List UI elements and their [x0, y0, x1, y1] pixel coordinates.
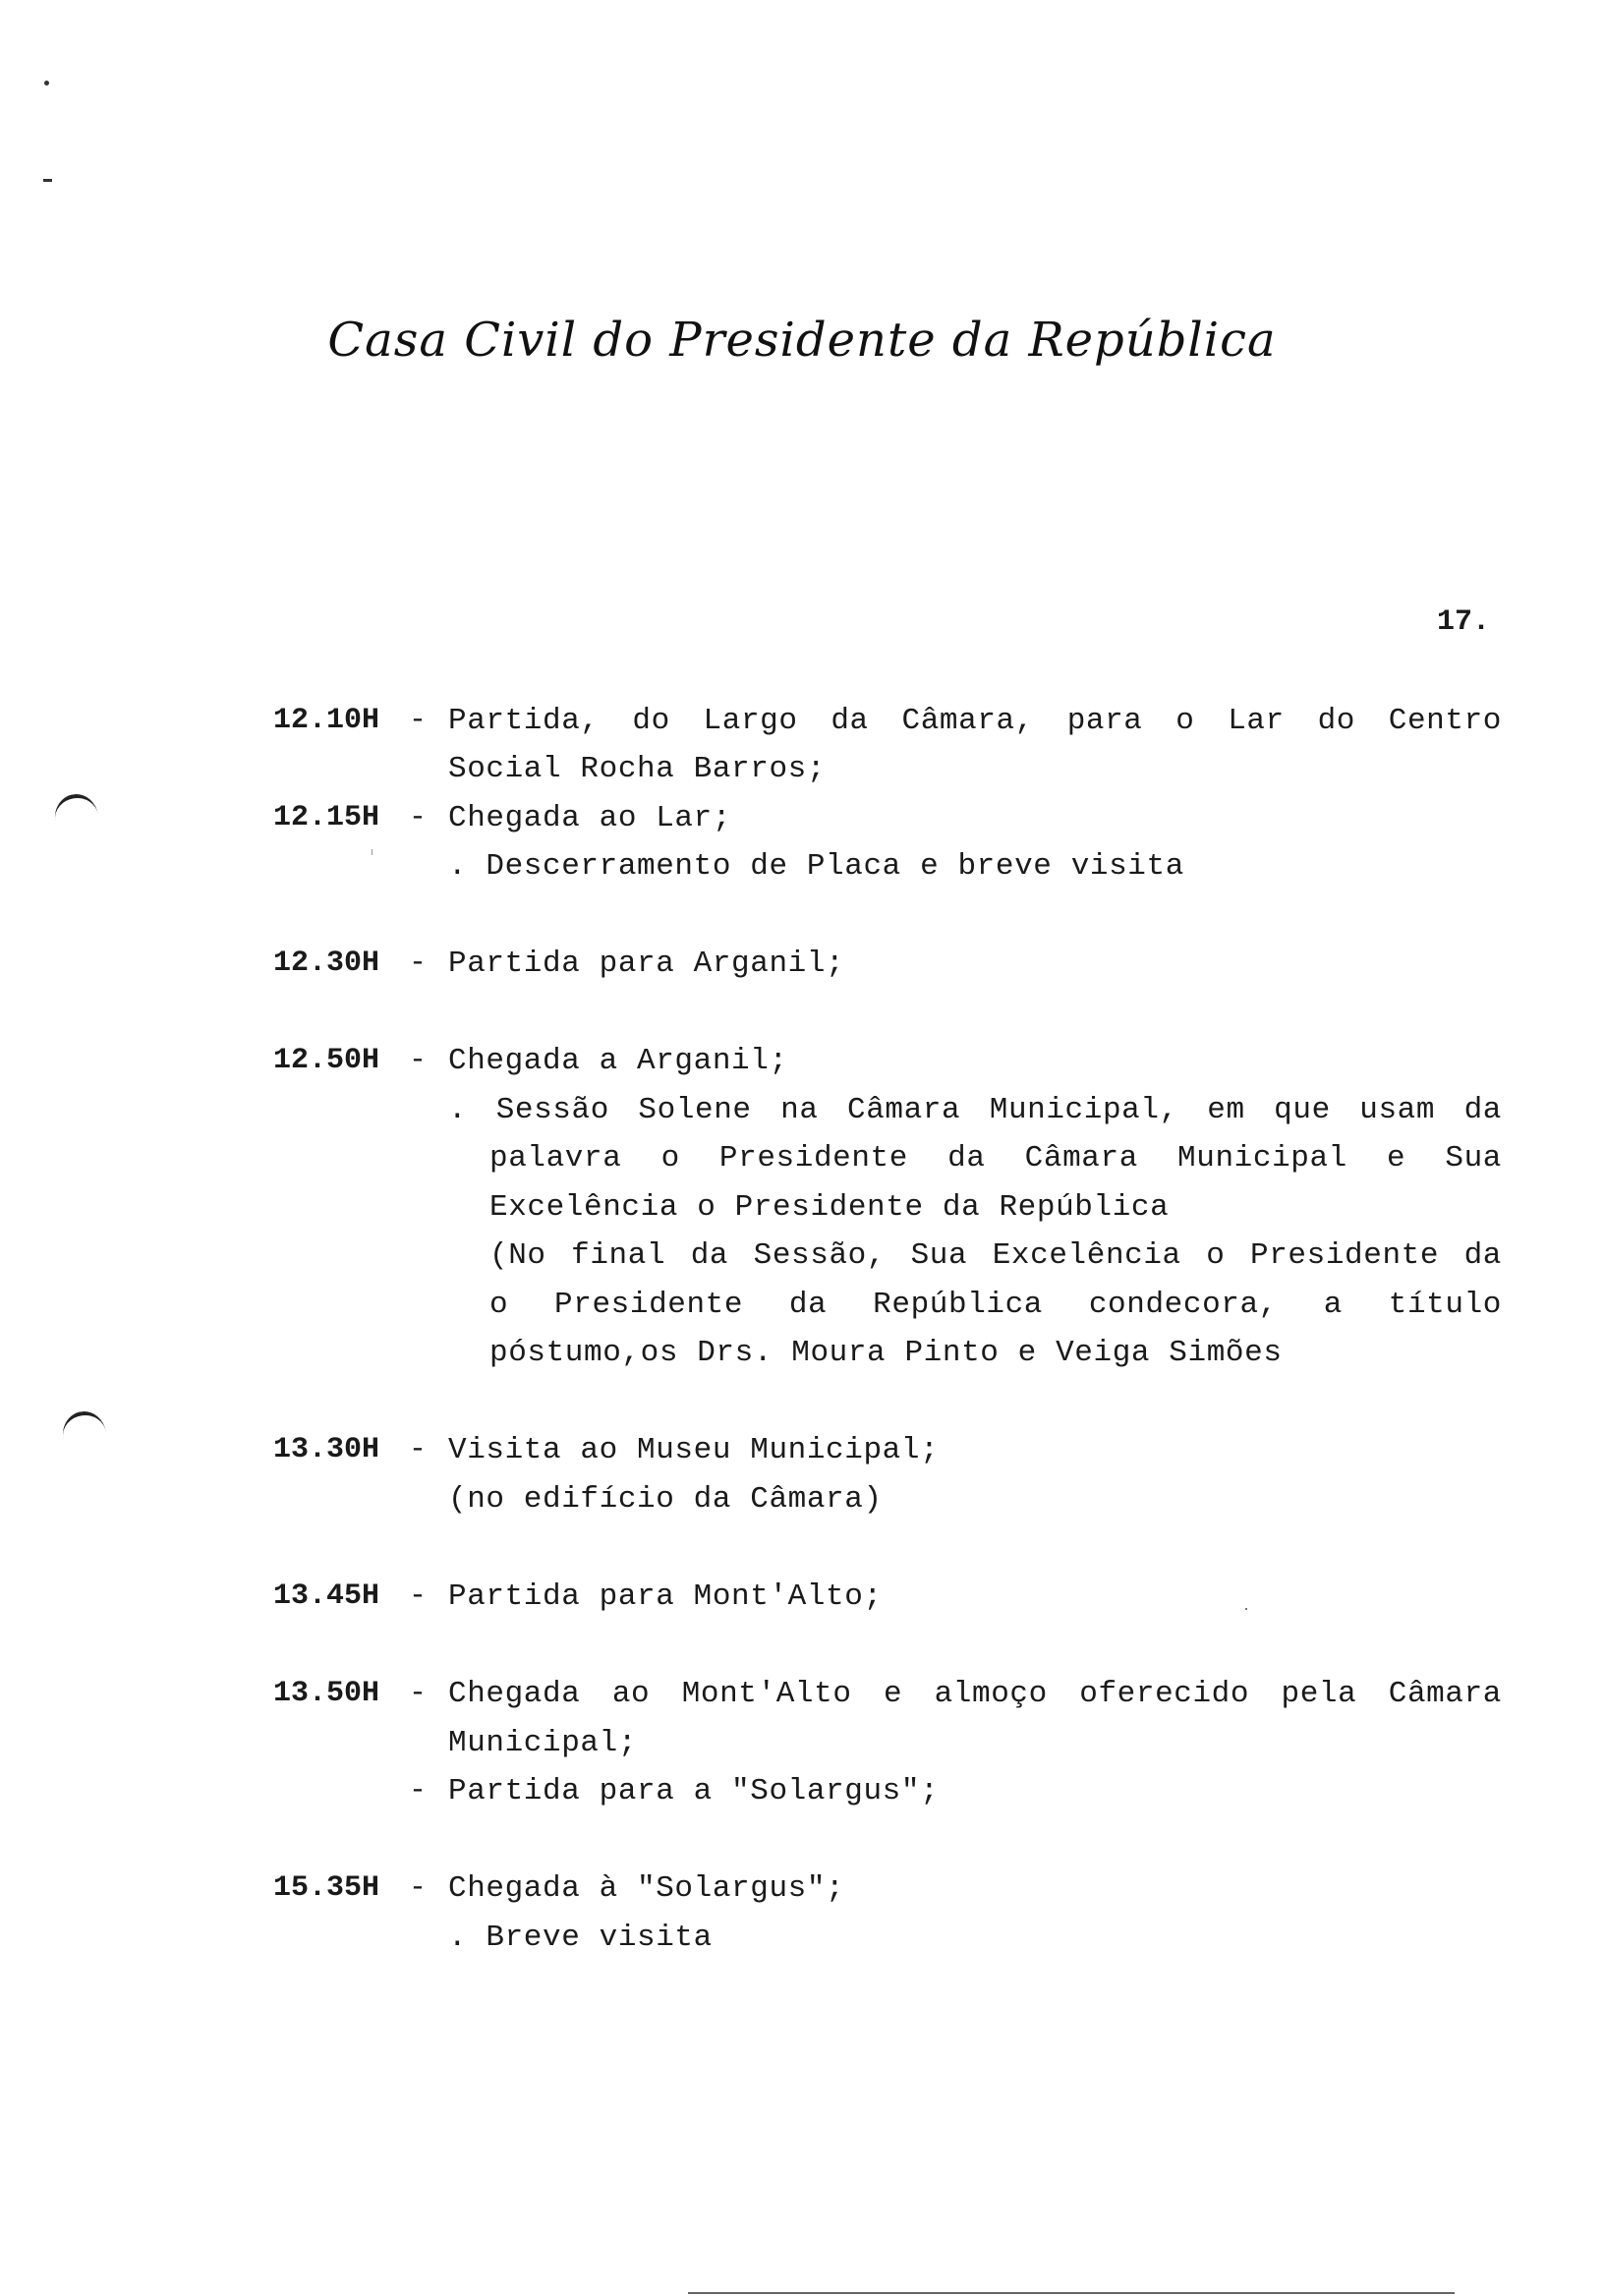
schedule-text: Municipal; [448, 1726, 638, 1760]
schedule-text: póstumo,os Drs. Moura Pinto e Veiga Simões [489, 1336, 1283, 1370]
schedule-text: (no edifício da Câmara) [448, 1482, 883, 1517]
schedule-text: Partida para Arganil; [448, 947, 845, 981]
schedule-text: Partida, do Largo da Câmara, para o Lar do Centro [448, 704, 1502, 738]
schedule-time: 13.45H [273, 1579, 380, 1613]
schedule-text: Chegada a Arganil; [448, 1044, 788, 1078]
schedule-dash: - [409, 1871, 428, 1905]
schedule-text: Partida para a "Solargus"; [448, 1774, 940, 1808]
page-number: 17. [1437, 605, 1491, 639]
page-edge-line [688, 2292, 1455, 2294]
schedule-dash: - [409, 947, 428, 980]
schedule-text: o Presidente da República condecora, a título [489, 1288, 1502, 1322]
schedule-time: 13.50H [273, 1677, 380, 1710]
schedule-text: Social Rocha Barros; [448, 752, 827, 786]
schedule-dash: - [409, 1677, 428, 1710]
schedule-text: (No final da Sessão, Sua Excelência o Presidente da [489, 1238, 1502, 1273]
punch-hole-mark [52, 791, 101, 844]
schedule-time: 12.15H [273, 801, 380, 834]
schedule-dash: - [409, 801, 428, 834]
punch-hole-mark [60, 1408, 109, 1462]
schedule-text: Chegada à "Solargus"; [448, 1871, 845, 1906]
schedule-dash: - [409, 1433, 428, 1466]
schedule-text: Chegada ao Lar; [448, 801, 732, 835]
schedule-text: Partida para Mont'Alto; [448, 1579, 883, 1614]
scan-mark [43, 179, 52, 182]
letterhead: Casa Civil do Presidente da República [327, 313, 1277, 368]
schedule-dash: - [409, 704, 428, 737]
schedule-text: . Sessão Solene na Câmara Municipal, em que usam da [448, 1093, 1502, 1127]
schedule-time: 15.35H [273, 1871, 380, 1905]
schedule-time: 12.30H [273, 947, 380, 980]
schedule-time: 12.10H [273, 704, 380, 737]
schedule-dash: - [409, 1774, 428, 1808]
schedule-time: 12.50H [273, 1044, 380, 1077]
schedule-time: 13.30H [273, 1433, 380, 1466]
schedule-dash: - [409, 1579, 428, 1613]
schedule-text: Chegada ao Mont'Alto e almoço oferecido pela Câmara [448, 1677, 1502, 1711]
schedule-text: . Descerramento de Placa e breve visita [448, 849, 1184, 884]
scan-speck [1245, 1608, 1247, 1610]
schedule-text: Excelência o Presidente da República [489, 1190, 1170, 1225]
schedule-dash: - [409, 1044, 428, 1077]
schedule-text: Visita ao Museu Municipal; [448, 1433, 940, 1467]
scan-speck [44, 81, 49, 86]
schedule-text: palavra o Presidente da Câmara Municipal e Sua [489, 1141, 1502, 1176]
schedule-text: . Breve visita [448, 1921, 713, 1955]
